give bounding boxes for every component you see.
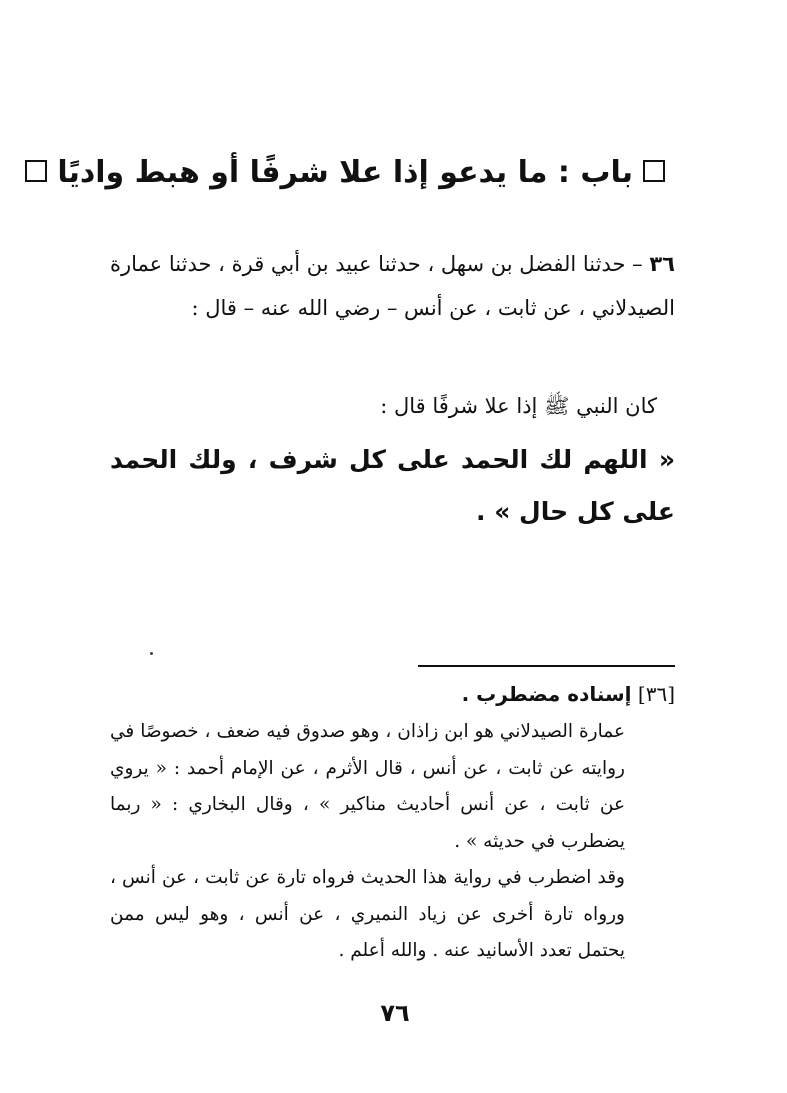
footnote-paragraph-1: عمارة الصيدلاني هو ابن زاذان ، وهو صدوق فيه ضعف ، خصوصًا في روايته عن ثابت ، عن أنس ، قال الأثرم ، عن الإمام أحمد : « يروي عن ثابت ، عن أنس أحاديث مناكير » ، وقال البخاري : « ربما يضطرب في حديثه » .	[110, 721, 625, 852]
footnote-grade: إسناده مضطرب .	[461, 682, 632, 706]
ornament-box-right	[643, 160, 665, 182]
hadith-isnad	[110, 242, 675, 330]
footnote-paragraph-2: وقد اضطرب في رواية هذا الحديث فرواه تارة عن ثابت ، عن أنس ، ورواه تارة أخرى عن زياد النميري ، عن أنس ، وهو ليس ممن يحتمل تعدد الأسانيد عنه . والله أعلم .	[110, 867, 625, 961]
page-number: ٧٦	[380, 999, 410, 1027]
chapter-title: باب : ما يدعو إذا علا شرفًا أو هبط واديًا	[57, 155, 633, 190]
print-speck	[150, 652, 153, 655]
hadith-dash: –	[625, 252, 650, 276]
hadith-intro: كان النبي ﷺ إذا علا شرفًا قال :	[380, 394, 657, 418]
hadith-isnad-text: حدثنا الفضل بن سهل ، حدثنا عبيد بن أبي قرة ، حدثنا عمارة الصيدلاني ، عن ثابت ، عن أنس – رضي الله عنه – قال :	[110, 252, 675, 320]
footnote-ref: [٣٦]	[637, 682, 675, 706]
chapter-heading	[57, 148, 675, 198]
hadith-dua: « اللهم لك الحمد على كل شرف ، ولك الحمد على كل حال » .	[110, 445, 675, 526]
footnote-body	[110, 714, 625, 970]
footnote-heading	[110, 676, 675, 712]
hadith-number: ٣٦	[649, 252, 675, 276]
footnote-divider	[418, 665, 675, 667]
ornament-box-left	[25, 160, 47, 182]
